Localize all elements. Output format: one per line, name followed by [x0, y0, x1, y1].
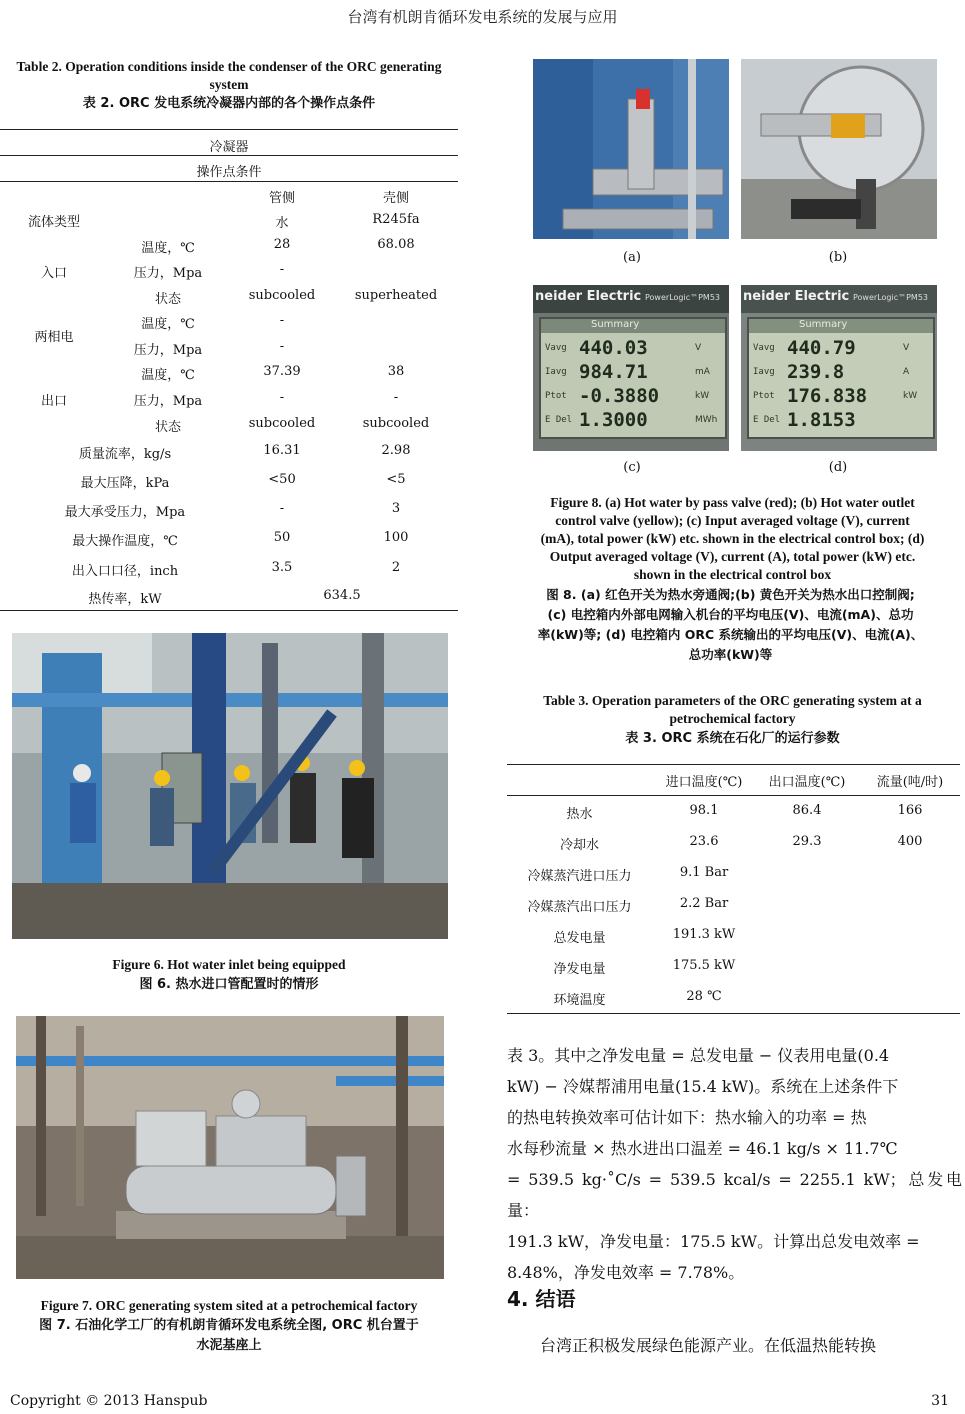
- meter-row-name: Iavg: [753, 367, 775, 377]
- cell: 28: [273, 237, 291, 252]
- table3-cell: 9.1 Bar: [679, 865, 729, 880]
- table3-caption-zh: 表 3. ORC 系统在石化厂的运行参数: [625, 731, 840, 746]
- table3-cell: 2.2 Bar: [679, 896, 729, 911]
- table3-cell: 191.3 kW: [672, 927, 736, 942]
- table3-row-label: 净发电量: [553, 962, 606, 977]
- meter-row-unit: MWh: [695, 415, 718, 425]
- text-line: 台湾正积极发展绿色能源产业。在低温热能转换: [540, 1336, 877, 1355]
- meter-row-unit: A: [903, 367, 910, 377]
- text-line: 191.3 kW，净发电量：175.5 kW。计算出总发电效率 =: [507, 1232, 920, 1251]
- meter-d-brand: neider Electric: [743, 289, 850, 304]
- cell: subcooled: [362, 416, 430, 431]
- cell: -: [393, 390, 399, 405]
- cell: subcooled: [248, 416, 316, 431]
- table3-cell: 166: [897, 803, 923, 818]
- table3-cell: 29.3: [792, 834, 822, 849]
- figure8-label-c: (c): [623, 460, 641, 475]
- table3-header: 出口温度(℃): [768, 775, 846, 790]
- meter-row-value: 1.3000: [579, 409, 648, 431]
- caption-line: (mA), total power (kW) etc. shown in the electrical control box; (d): [540, 531, 925, 546]
- cell: superheated: [354, 288, 438, 303]
- cell: 2.98: [381, 443, 411, 458]
- text-line: 水每秒流量 × 热水进出口温差 = 46.1 kg/s × 11.7℃: [507, 1139, 898, 1158]
- meter-row-value: 1.8153: [787, 409, 856, 431]
- figure6-caption-en: Figure 6. Hot water inlet being equipped: [112, 957, 346, 972]
- meter-d-model: PowerLogic™PM53: [853, 293, 929, 302]
- figure7-photo: [16, 1016, 444, 1279]
- meter-row-name: Vavg: [753, 343, 775, 353]
- sub-label: 状态: [154, 420, 181, 435]
- table3-row-label: 冷却水: [559, 838, 599, 853]
- cell: -: [279, 501, 285, 516]
- table-rule: [507, 795, 960, 796]
- figure7-caption-zh-line2: 水泥基座上: [196, 1338, 262, 1353]
- table3-row-label: 总发电量: [553, 931, 606, 946]
- cell: 3: [391, 501, 401, 516]
- cell: R245fa: [372, 212, 420, 227]
- meter-row-name: E Del: [545, 415, 573, 425]
- text-line: 表 3。其中之净发电量 = 总发电量 − 仪表用电量(0.4: [507, 1046, 890, 1065]
- meter-row-name: Ptot: [753, 391, 775, 401]
- row-label: 质量流率，kg/s: [78, 447, 172, 462]
- meter-row-name: Ptot: [545, 391, 567, 401]
- page-number: 31: [931, 1393, 949, 1409]
- table2-caption-zh: 表 2. ORC 发电系统冷凝器内部的各个操作点条件: [82, 96, 376, 111]
- cell: -: [279, 313, 285, 328]
- meter-row-unit: V: [903, 343, 910, 353]
- figure7-caption-zh-line1: 图 7. 石油化学工厂的有机朗肯循环发电系统全图, ORC 机台置于: [39, 1318, 419, 1333]
- figure6-photo: [12, 633, 448, 939]
- row-label: 出入口口径，inch: [71, 564, 179, 579]
- table3-cell: 23.6: [689, 834, 719, 849]
- text-line: 8.48%，净发电效率 = 7.78%。: [507, 1263, 745, 1282]
- table3-cell: 28 ℃: [686, 989, 722, 1004]
- row-label: 入口: [40, 266, 67, 281]
- caption-line: (c) 电控箱内外部电网输入机台的平均电压(V)、电流(mA)、总功: [547, 607, 914, 622]
- table2-title: 冷凝器: [209, 140, 249, 155]
- meter-row-value: 440.79: [787, 337, 856, 359]
- figure8-label-a: (a): [623, 250, 641, 265]
- table3-row-label: 冷媒蒸汽出口压力: [527, 900, 632, 915]
- figure8a-photo: [533, 59, 729, 239]
- meter-row-value: -0.3880: [579, 385, 660, 407]
- cell: <50: [268, 472, 296, 487]
- caption-line: 率(kW)等; (d) 电控箱内 ORC 系统输出的平均电压(V)、电流(A)、: [537, 627, 924, 642]
- table-rule: [0, 181, 458, 182]
- meter-row-unit: mA: [695, 367, 710, 377]
- cell: -: [279, 339, 285, 354]
- cell: subcooled: [248, 288, 316, 303]
- meter-row-value: 239.8: [787, 361, 845, 383]
- figure8-caption-en: [500, 494, 965, 584]
- table3-row-label: 冷媒蒸汽进口压力: [527, 869, 632, 884]
- sub-label: 状态: [154, 292, 181, 307]
- cell: 100: [383, 530, 409, 545]
- sub-label: 压力，Mpa: [133, 343, 203, 358]
- figure8d-meter-photo: [741, 285, 937, 451]
- body-paragraph: [507, 1040, 962, 1288]
- meter-row-name: E Del: [753, 415, 781, 425]
- table3-row-label: 环境温度: [553, 993, 606, 1008]
- row-label: 流体类型: [27, 215, 80, 230]
- table-rule: [0, 129, 458, 130]
- figure8-label-d: (d): [828, 460, 848, 475]
- table-rule: [0, 610, 458, 611]
- figure8-label-b: (b): [828, 250, 848, 265]
- sub-label: 温度，℃: [141, 368, 195, 383]
- table3-cell: 175.5 kW: [672, 958, 736, 973]
- row-label: 最大承受压力，Mpa: [64, 505, 186, 520]
- sub-label: 温度，℃: [141, 317, 195, 332]
- sub-label: 压力，Mpa: [133, 266, 203, 281]
- caption-line: 图 8. (a) 红色开关为热水旁通阀;(b) 黄色开关为热水出口控制阀;: [546, 587, 915, 602]
- row-label: 最大操作温度，℃: [72, 534, 178, 549]
- text-line: kW) − 冷媒帮浦用电量(15.4 kW)。系统在上述条件下: [507, 1077, 899, 1096]
- cell: 68.08: [377, 237, 415, 252]
- table3-row-label: 热水: [566, 807, 593, 822]
- cell: 50: [273, 530, 291, 545]
- table3-cell: 400: [897, 834, 923, 849]
- cell: 2: [391, 560, 401, 575]
- meter-row-value: 984.71: [579, 361, 648, 383]
- cell: 38: [387, 364, 405, 379]
- col-tube-header: 管侧: [268, 191, 295, 206]
- table3-header: 流量(吨/时): [876, 775, 944, 790]
- meter-row-name: Vavg: [545, 343, 567, 353]
- table3-caption-en-line1: Table 3. Operation parameters of the ORC generating system at a: [543, 693, 922, 708]
- copyright: Copyright © 2013 Hanspub: [10, 1393, 208, 1409]
- table-rule: [507, 1013, 960, 1014]
- cell: -: [279, 262, 285, 277]
- sub-label: 温度，℃: [141, 241, 195, 256]
- meter-row-value: 176.838: [787, 385, 868, 407]
- text-line: = 539.5 kg·˚C/s = 539.5 kcal/s = 2255.1 kW；总发电量：: [507, 1170, 962, 1220]
- figure8c-meter-photo: [533, 285, 729, 451]
- cell: 3.5: [271, 560, 293, 575]
- caption-line: shown in the electrical control box: [633, 567, 832, 582]
- table3-caption-en-line2: petrochemical factory: [669, 711, 796, 726]
- meter-c-model: PowerLogic™PM53: [645, 293, 721, 302]
- table2-subtitle: 操作点条件: [196, 165, 262, 180]
- cell: 16.31: [263, 443, 301, 458]
- table2-caption-en: Table 2. Operation conditions inside the condenser of the ORC generating system: [16, 59, 442, 92]
- cell: -: [279, 390, 285, 405]
- figure8-caption-zh: [496, 585, 965, 665]
- caption-line: Figure 8. (a) Hot water by pass valve (red); (b) Hot water outlet: [550, 495, 915, 510]
- figure7-caption-en: Figure 7. ORC generating system sited at a petrochemical factory: [40, 1298, 418, 1313]
- figure8b-photo: [741, 59, 937, 239]
- cell: 水: [275, 216, 289, 231]
- table3-cell: 86.4: [792, 803, 822, 818]
- meter-d-summary: Summary: [799, 319, 848, 330]
- sub-label: 压力，Mpa: [133, 394, 203, 409]
- row-label: 出口: [40, 394, 67, 409]
- text-line: 的热电转换效率可估计如下：热水输入的功率 = 热: [507, 1108, 867, 1127]
- row-label: 两相电: [34, 330, 74, 345]
- cell: 634.5: [323, 588, 361, 603]
- meter-c-summary: Summary: [591, 319, 640, 330]
- col-shell-header: 壳侧: [382, 191, 409, 206]
- meter-row-value: 440.03: [579, 337, 648, 359]
- meter-c-brand: neider Electric: [535, 289, 642, 304]
- figure6-caption-zh: 图 6. 热水进口管配置时的情形: [139, 977, 319, 992]
- running-title: 台湾有机朗肯循环发电系统的发展与应用: [347, 8, 618, 26]
- row-label: 最大压降，kPa: [80, 476, 170, 491]
- section-title: 4. 结语: [507, 1287, 576, 1311]
- meter-row-name: Iavg: [545, 367, 567, 377]
- meter-row-unit: kW: [903, 391, 918, 401]
- table-rule: [0, 155, 458, 156]
- meter-row-unit: kW: [695, 391, 710, 401]
- caption-line: Output averaged voltage (V), current (A), total power (kW) etc.: [549, 549, 916, 564]
- cell: 37.39: [263, 364, 301, 379]
- table3-cell: 98.1: [689, 803, 719, 818]
- table3-header: 进口温度(℃): [665, 775, 743, 790]
- row-label: 热传率，kW: [88, 592, 162, 607]
- caption-line: 总功率(kW)等: [688, 647, 773, 662]
- table-rule: [507, 764, 960, 765]
- caption-line: control valve (yellow); (c) Input averaged voltage (V), current: [555, 513, 910, 528]
- cell: <5: [386, 472, 406, 487]
- meter-row-unit: V: [695, 343, 702, 353]
